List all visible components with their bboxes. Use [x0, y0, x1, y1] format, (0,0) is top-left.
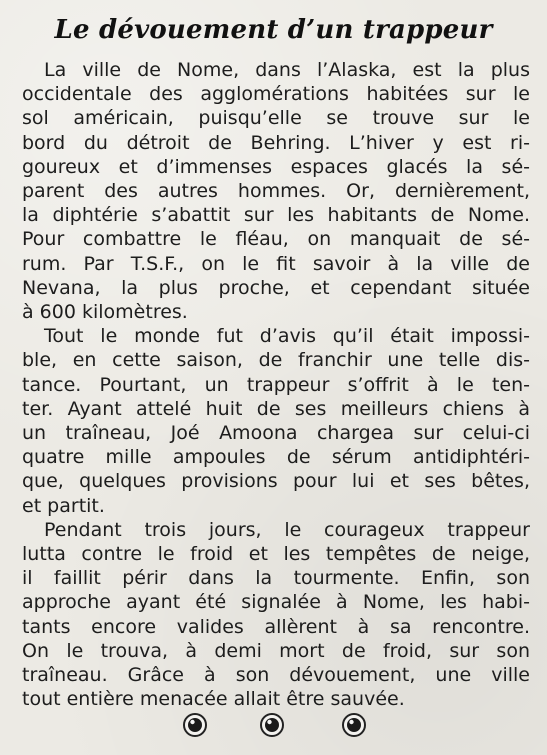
text-line: bord du détroit de Behring. L’hiver y est ri- — [22, 131, 530, 154]
text-line: ble, en cette saison, de franchir une telle dis- — [22, 349, 530, 372]
text-line: Pendant trois jours, le courageux trappeur — [44, 518, 530, 541]
text-line: On le trouva, à demi mort de froid, sur son — [22, 639, 530, 662]
text-line: La ville de Nome, dans l’Alaska, est la plus — [44, 59, 530, 81]
text-line: traîneau. Grâce à son dévouement, une ville — [22, 664, 530, 687]
text-line: Pour combattre le fléau, on manquait de sé- — [22, 228, 530, 251]
article-ornaments — [0, 712, 547, 740]
article-paragraph-3 — [22, 518, 530, 712]
ring-dot-ornament-icon — [259, 712, 285, 738]
article-title: Le dévouement d’un trappeur — [54, 15, 493, 45]
text-line: tants encore valides allèrent à sa rencontre. — [22, 615, 530, 638]
ring-dot-ornament-icon — [182, 712, 208, 738]
text-line: rum. Par T.S.F., on le fit savoir à la ville de — [22, 252, 530, 275]
text-line: il faillit périr dans la tourmente. Enfin, son — [22, 567, 530, 590]
ring-dot-ornament-icon — [341, 712, 367, 738]
text-line: tout entière menacée allait être sauvée. — [22, 688, 405, 711]
text-line: la diphtérie s’abattit sur les habitants de Nome. — [22, 204, 530, 227]
text-line: goureux et d’immenses espaces glacés la sé- — [22, 155, 530, 178]
text-line: lutta contre le froid et les tempêtes de neige, — [22, 543, 530, 566]
article-paragraph-1 — [22, 58, 530, 324]
text-line: ter. Ayant attelé huit de ses meilleurs chiens à — [22, 397, 530, 420]
text-line: sol américain, puisqu’elle se trouve sur le — [22, 107, 530, 130]
text-line: Tout le monde fut d’avis qu’il était impossi- — [44, 325, 530, 348]
text-line: Nevana, la plus proche, et cependant située — [22, 276, 530, 299]
text-line: quatre mille ampoules de sérum antidiphtéri- — [22, 446, 530, 469]
text-line: que, quelques provisions pour lui et ses bêtes, — [22, 470, 530, 493]
text-line: occidentale des agglomérations habitées sur le — [22, 83, 530, 106]
text-line: à 600 kilomètres. — [22, 301, 188, 324]
text-line: approche ayant été signalée à Nome, les habi- — [22, 591, 530, 614]
text-line: un traîneau, Joé Amoona chargea sur celui-ci — [22, 422, 530, 445]
article-body — [22, 58, 530, 711]
text-line: parent des autres hommes. Or, dernièrement, — [22, 180, 530, 203]
article-paragraph-2 — [22, 324, 530, 518]
text-line: tance. Pourtant, un trappeur s’offrit à le ten- — [22, 373, 530, 396]
text-line: et partit. — [22, 494, 105, 517]
